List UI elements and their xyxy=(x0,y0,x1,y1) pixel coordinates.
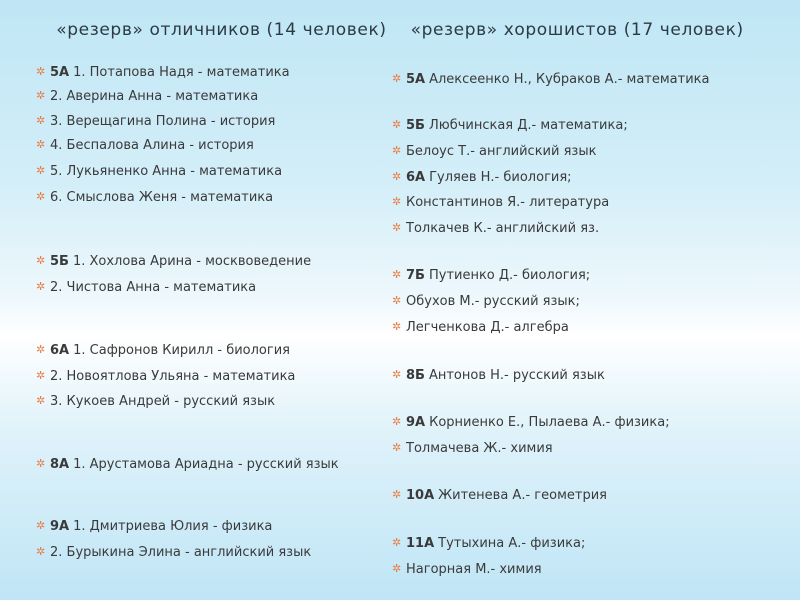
student-entry: 1. Сафронов Кирилл - биология xyxy=(73,343,290,358)
list-item xyxy=(36,544,311,561)
list-item xyxy=(392,143,596,160)
class-label: 5Б xyxy=(406,118,425,133)
list-item xyxy=(36,163,282,180)
bullet-star-icon: ✲ xyxy=(392,221,402,234)
bullet-star-icon: ✲ xyxy=(392,562,402,575)
bullet-star-icon: ✲ xyxy=(392,488,402,501)
bullet-star-icon: ✲ xyxy=(36,138,46,151)
student-entry: 2. Аверина Анна - математика xyxy=(50,89,259,104)
title-right: «резерв» хорошистов (17 человек) xyxy=(410,20,744,40)
student-entry: 6. Смыслова Женя - математика xyxy=(50,190,274,205)
class-label: 10А xyxy=(406,488,435,503)
student-entry: 1. Дмитриева Юлия - физика xyxy=(73,519,273,534)
class-label: 11А xyxy=(406,536,435,551)
list-item xyxy=(36,393,275,410)
student-entry: Легченкова Д.- алгебра xyxy=(406,320,569,335)
class-label: 6А xyxy=(406,170,426,185)
student-entry: Нагорная М.- химия xyxy=(406,562,542,577)
student-entry: 2. Чистова Анна - математика xyxy=(50,280,257,295)
bullet-star-icon: ✲ xyxy=(36,457,46,470)
list-item xyxy=(36,88,258,105)
bullet-star-icon: ✲ xyxy=(392,195,402,208)
class-label: 9А xyxy=(50,519,70,534)
list-item xyxy=(392,367,605,384)
bullet-star-icon: ✲ xyxy=(392,268,402,281)
slide-title xyxy=(0,20,800,40)
student-entry: 5. Лукьяненко Анна - математика xyxy=(50,164,283,179)
list-item xyxy=(36,253,311,270)
bullet-star-icon: ✲ xyxy=(36,190,46,203)
bullet-star-icon: ✲ xyxy=(36,65,46,78)
student-entry: Гуляев Н.- биология; xyxy=(429,170,572,185)
list-item xyxy=(36,279,256,296)
list-item xyxy=(392,194,609,211)
class-label: 6А xyxy=(50,343,70,358)
bullet-star-icon: ✲ xyxy=(36,89,46,102)
bullet-star-icon: ✲ xyxy=(392,72,402,85)
bullet-star-icon: ✲ xyxy=(392,144,402,157)
list-item xyxy=(392,169,572,186)
class-label: 5А xyxy=(406,72,426,87)
list-item xyxy=(36,137,254,154)
bullet-star-icon: ✲ xyxy=(36,394,46,407)
student-entry: Обухов М.- русский язык; xyxy=(406,294,580,309)
bullet-star-icon: ✲ xyxy=(36,164,46,177)
list-item xyxy=(392,71,709,88)
student-entry: 3. Верещагина Полина - история xyxy=(50,114,276,129)
student-entry: Белоус Т.- английский язык xyxy=(406,144,597,159)
student-entry: 3. Кукоев Андрей - русский язык xyxy=(50,394,276,409)
student-entry: Житенева А.- геометрия xyxy=(438,488,607,503)
student-entry: 1. Потапова Надя - математика xyxy=(73,65,290,80)
list-item xyxy=(36,518,272,535)
class-label: 5А xyxy=(50,65,70,80)
class-label: 8Б xyxy=(406,368,425,383)
bullet-star-icon: ✲ xyxy=(36,254,46,267)
list-item xyxy=(392,487,607,504)
list-item xyxy=(392,267,590,284)
bullet-star-icon: ✲ xyxy=(36,519,46,532)
bullet-star-icon: ✲ xyxy=(392,536,402,549)
student-entry: 4. Беспалова Алина - история xyxy=(50,138,254,153)
bullet-star-icon: ✲ xyxy=(392,294,402,307)
student-entry: Путиенко Д.- биология; xyxy=(428,268,591,283)
student-entry: Тутыхина А.- физика; xyxy=(438,536,586,551)
class-label: 5Б xyxy=(50,254,69,269)
list-item xyxy=(36,456,339,473)
list-item xyxy=(392,220,599,237)
bullet-star-icon: ✲ xyxy=(36,280,46,293)
bullet-star-icon: ✲ xyxy=(392,441,402,454)
bullet-star-icon: ✲ xyxy=(36,545,46,558)
bullet-star-icon: ✲ xyxy=(392,415,402,428)
bullet-star-icon: ✲ xyxy=(36,114,46,127)
student-entry: Константинов Я.- литература xyxy=(406,195,610,210)
list-item xyxy=(392,414,670,431)
list-item xyxy=(36,368,295,385)
student-entry: 2. Новоятлова Ульяна - математика xyxy=(50,369,296,384)
bullet-star-icon: ✲ xyxy=(392,170,402,183)
list-item xyxy=(392,117,628,134)
student-entry: 1. Арустамова Ариадна - русский язык xyxy=(73,457,339,472)
bullet-star-icon: ✲ xyxy=(36,369,46,382)
student-entry: Любчинская Д.- математика; xyxy=(428,118,628,133)
list-item xyxy=(36,189,273,206)
bullet-star-icon: ✲ xyxy=(392,118,402,131)
class-label: 9А xyxy=(406,415,426,430)
student-entry: Толкачев К.- английский яз. xyxy=(406,221,600,236)
class-label: 7Б xyxy=(406,268,425,283)
list-item xyxy=(392,319,569,336)
list-item xyxy=(36,64,290,81)
student-entry: Алексеенко Н., Кубраков А.- математика xyxy=(429,72,710,87)
class-label: 8А xyxy=(50,457,70,472)
list-item xyxy=(392,293,580,310)
student-entry: Антонов Н.- русский язык xyxy=(428,368,605,383)
bullet-star-icon: ✲ xyxy=(392,368,402,381)
bullet-star-icon: ✲ xyxy=(36,343,46,356)
list-item xyxy=(392,440,553,457)
student-entry: Корниенко Е., Пылаева А.- физика; xyxy=(429,415,670,430)
list-item xyxy=(392,561,542,578)
list-item xyxy=(36,342,290,359)
student-entry: 2. Бурыкина Элина - английский язык xyxy=(50,545,312,560)
student-entry: 1. Хохлова Арина - москвоведение xyxy=(72,254,312,269)
list-item xyxy=(392,535,585,552)
bullet-star-icon: ✲ xyxy=(392,320,402,333)
list-item xyxy=(36,113,275,130)
student-entry: Толмачева Ж.- химия xyxy=(406,441,553,456)
title-left: «резерв» отличников (14 человек) xyxy=(56,20,387,40)
